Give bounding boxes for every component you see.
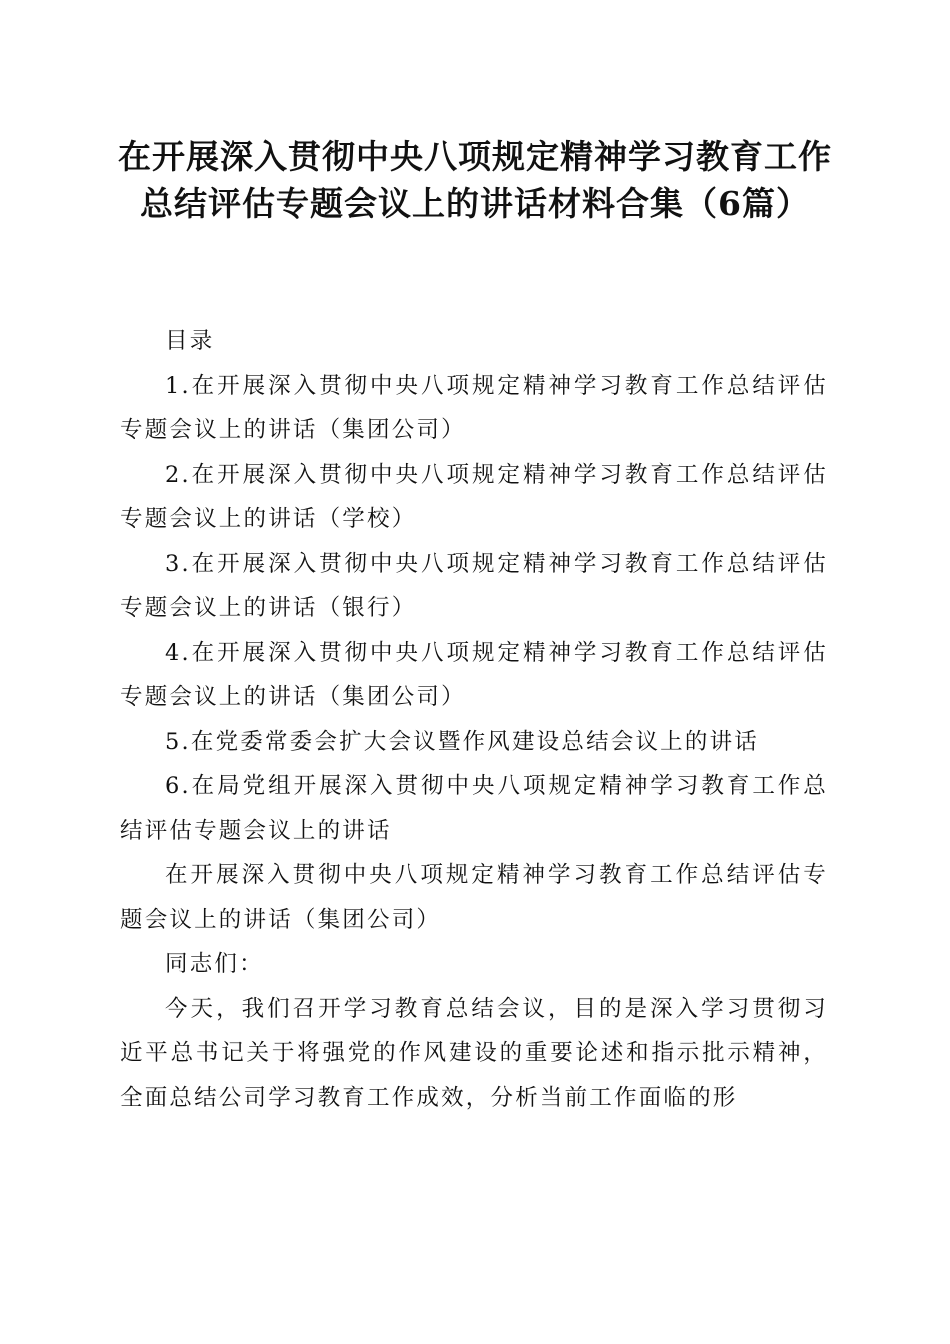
document-body — [120, 319, 828, 1120]
toc-heading: 目录 — [165, 328, 215, 354]
toc-item-4: 4.在开展深入贯彻中央八项规定精神学习教育工作总结评估专题会议上的讲话（集团公司） — [120, 639, 828, 710]
toc-item-1: 1.在开展深入贯彻中央八项规定精神学习教育工作总结评估专题会议上的讲话（集团公司） — [120, 372, 828, 443]
salutation: 同志们： — [165, 951, 264, 977]
toc-item-6: 6.在局党组开展深入贯彻中央八项规定精神学习教育工作总结评估专题会议上的讲话 — [120, 773, 828, 844]
toc-item-5: 5.在党委常委会扩大会议暨作风建设总结会议上的讲话 — [165, 728, 759, 755]
toc-item-3: 3.在开展深入贯彻中央八项规定精神学习教育工作总结评估专题会议上的讲话（银行） — [120, 550, 828, 621]
document-title: 在开展深入贯彻中央八项规定精神学习教育工作总结评估专题会议上的讲话材料合集（6篇） — [118, 137, 832, 223]
section-title: 在开展深入贯彻中央八项规定精神学习教育工作总结评估专题会议上的讲话（集团公司） — [120, 862, 828, 933]
body-paragraph: 今天，我们召开学习教育总结会议，目的是深入学习贯彻习近平总书记关于将强党的作风建设的重要论述和指示批示精神，全面总结公司学习教育工作成效，分析当前工作面临的形 — [120, 995, 828, 1111]
toc-item-2: 2.在开展深入贯彻中央八项规定精神学习教育工作总结评估专题会议上的讲话（学校） — [120, 461, 828, 532]
